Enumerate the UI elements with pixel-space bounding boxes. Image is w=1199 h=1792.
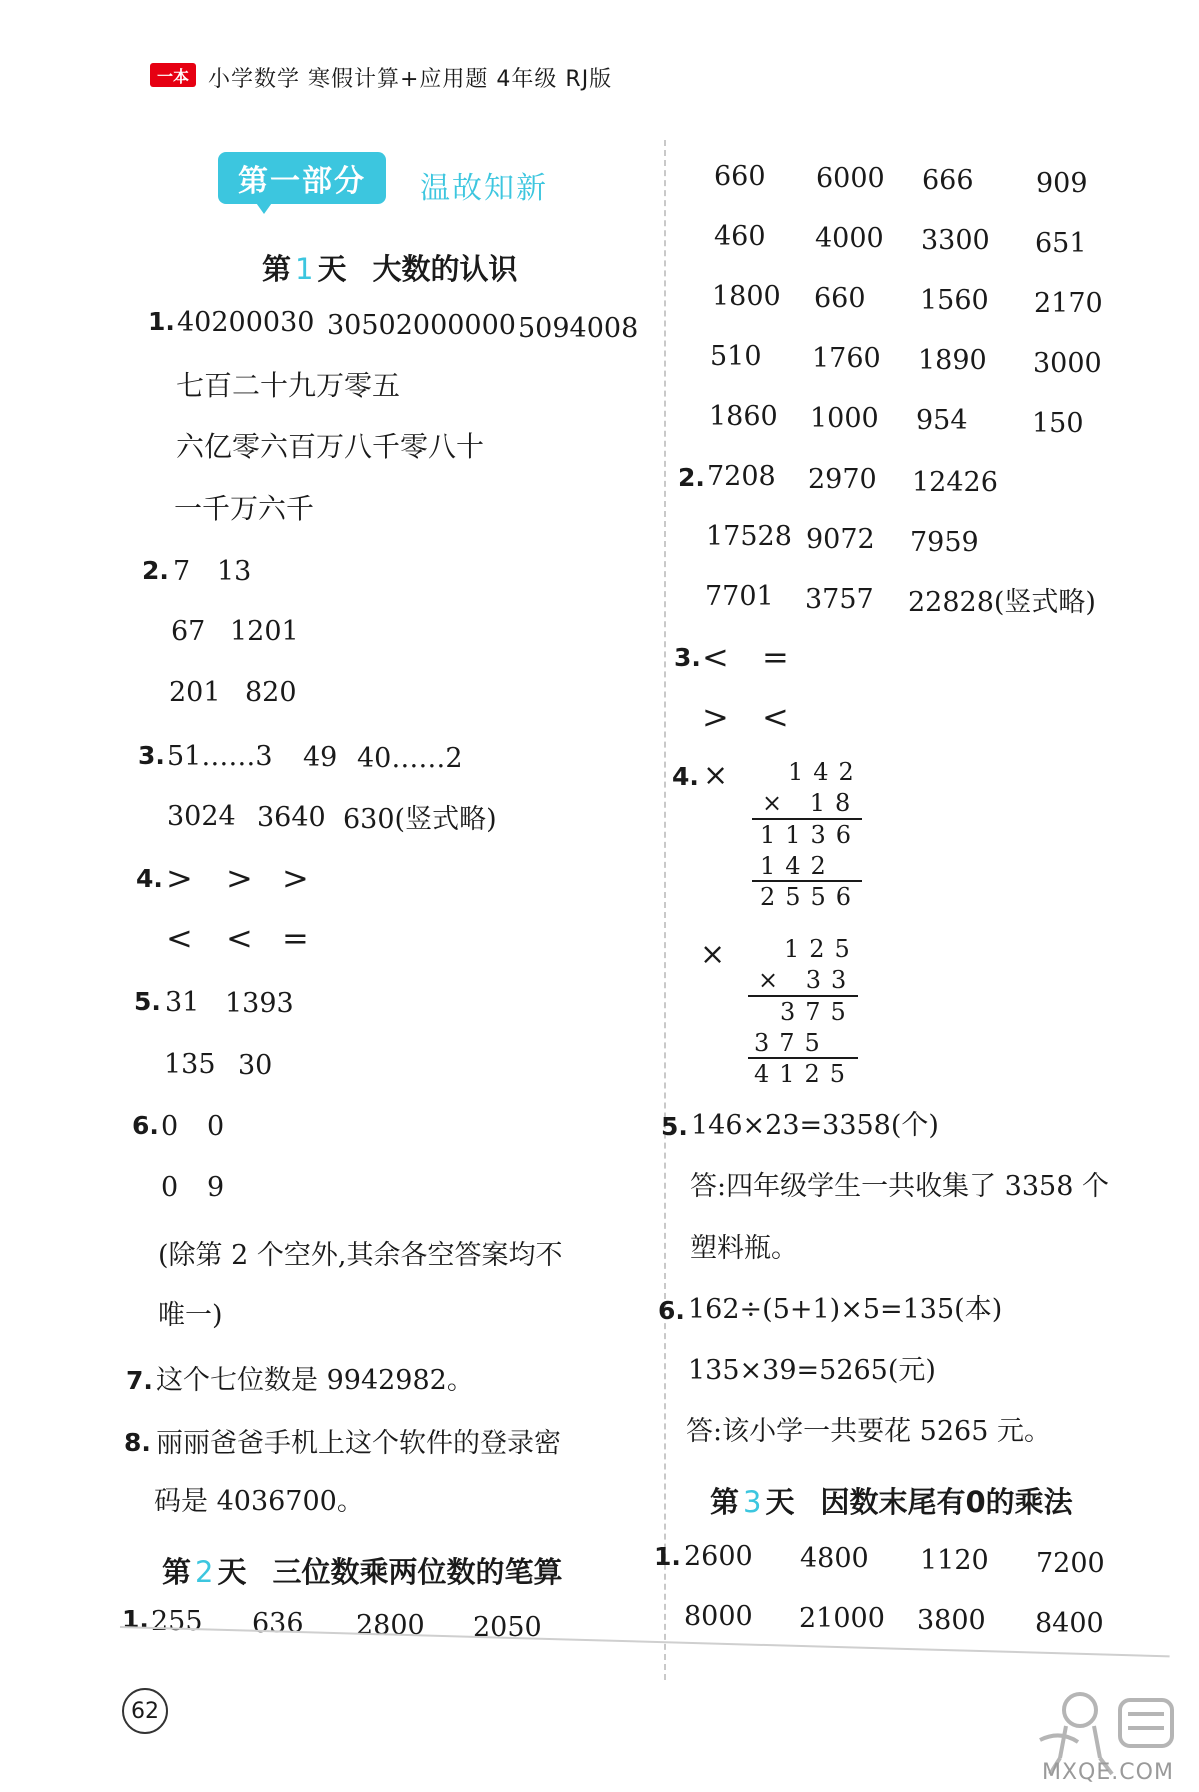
section-tag: 第一部分 [218, 152, 386, 204]
day2-q1-value: 1760 [812, 343, 881, 374]
day1-title: 第 1 天 大数的认识 [262, 252, 518, 286]
day2-number: 2 [195, 1555, 214, 1589]
day2-q1-value: 1560 [920, 285, 989, 316]
day1-q8-label: 8. [124, 1428, 151, 1457]
day2-q1-value: 651 [1035, 228, 1087, 259]
comparison-sign: > [226, 859, 253, 897]
day1-q2-value: 201 [169, 677, 221, 708]
comparison-sign: = [282, 919, 309, 957]
day1-q3-value: 630(竖式略) [343, 804, 497, 835]
day1-q3-value: 49 [303, 742, 338, 773]
day2-q1-value: 1000 [810, 403, 879, 434]
calc-result: 4125 [754, 1060, 856, 1088]
day2-q2-value: 7959 [910, 527, 979, 558]
book-title: 小学数学 寒假计算+应用题 4年级 RJ版 [208, 67, 613, 92]
day1-q8-answer: 码是 4036700。 [154, 1486, 364, 1517]
day2-q5-label: 5. [661, 1112, 688, 1141]
column-divider [664, 140, 666, 1680]
day2-q1-value: 2170 [1034, 288, 1103, 319]
page-number: 62 [122, 1688, 168, 1734]
day1-number: 1 [295, 252, 314, 286]
calc-rule [752, 880, 862, 882]
day2-q1-value: 1860 [709, 401, 778, 432]
day2-q1-value: 3000 [1033, 348, 1102, 379]
day3-q1-value: 4800 [800, 1543, 869, 1574]
day1-q5-label: 5. [134, 987, 161, 1016]
day1-q2-value: 820 [245, 677, 297, 708]
day2-q1-value: 4000 [815, 223, 884, 254]
day2-q1-value: 460 [714, 221, 766, 252]
day1-q3-label: 3. [138, 741, 165, 770]
day2-q6-equation: 162÷(5+1)×5=135(本) [688, 1294, 1003, 1325]
day3-q1-value: 7200 [1036, 1548, 1105, 1579]
page-bottom-rule [120, 1626, 1170, 1657]
day1-q6-value: 0 [207, 1111, 225, 1142]
day3-title: 第 3 天 因数末尾有0的乘法 [710, 1485, 1073, 1519]
calc-partial: 142 [760, 852, 836, 880]
day2-q3-label: 3. [674, 643, 701, 672]
day2-q2-label: 2. [678, 463, 705, 492]
comparison-sign: > [166, 859, 193, 897]
day1-q5-value: 31 [165, 987, 200, 1018]
day1-q1-value: 40200030 [177, 307, 315, 338]
day2-q2-value: 2970 [808, 464, 877, 495]
day2-title: 第 2 天 三位数乘两位数的笔算 [162, 1555, 563, 1589]
day3-q1-value: 21000 [799, 1603, 885, 1634]
calc-rule [752, 818, 862, 820]
day1-q7-answer: 这个七位数是 9942982。 [156, 1365, 474, 1396]
day1-q5-value: 30 [238, 1050, 273, 1081]
day1-q1-line: 七百二十九万零五 [176, 369, 401, 402]
day2-q1-value: 6000 [816, 163, 885, 194]
day2-q4-label: 4. [672, 762, 699, 791]
calc-partial: 1136 [760, 821, 862, 849]
day1-q1-line: 一千万六千 [174, 492, 315, 525]
day1-q3-value: 3640 [257, 802, 326, 833]
comparison-sign: = [762, 638, 789, 676]
day3-q1-value: 2600 [684, 1541, 753, 1572]
section-tag-pointer [254, 200, 274, 214]
day2-q1-value: 636 [252, 1608, 304, 1639]
day2-q5-answer: 塑料瓶。 [690, 1233, 798, 1264]
day2-q2-value: 17528 [706, 521, 792, 552]
day2-q1-value: 2050 [473, 1612, 542, 1643]
comparison-sign: < [226, 919, 253, 957]
day1-q6-value: 9 [207, 1172, 225, 1203]
day2-q1-value: 1800 [712, 281, 781, 312]
day1-q3-value: 3024 [167, 801, 236, 832]
calc-rule [748, 995, 858, 997]
day1-q1-value: 30502000000 [327, 310, 516, 341]
day3-q1-value: 8000 [684, 1601, 753, 1632]
day2-q1-value: 150 [1032, 408, 1084, 439]
day1-q1-label: 1. [148, 307, 175, 336]
day1-q2-value: 7 [173, 556, 191, 587]
calc-partial: 375 [754, 1029, 830, 1057]
day2-q1-value: 954 [916, 405, 968, 436]
day2-q2-value: 9072 [806, 524, 875, 555]
day1-q2-value: 67 [171, 616, 206, 647]
day1-q6-label: 6. [132, 1111, 159, 1140]
comparison-sign: > [702, 698, 729, 736]
calc-partial: 375 [780, 998, 856, 1026]
day2-q6-equation: 135×39=5265(元) [688, 1355, 936, 1386]
calc-multiplier: × 33 [758, 966, 857, 994]
wrong-mark: × [703, 758, 729, 793]
day1-q7-label: 7. [126, 1366, 153, 1395]
day1-q6-note: 唯一) [158, 1300, 223, 1331]
day3-q1-value: 8400 [1035, 1608, 1104, 1639]
day1-q2-label: 2. [142, 556, 169, 585]
comparison-sign: < [166, 919, 193, 957]
day2-q5-answer: 答:四年级学生一共收集了 3358 个 [690, 1171, 1109, 1202]
day2-q6-label: 6. [658, 1296, 685, 1325]
brand-logo: 一本 [150, 63, 196, 87]
day1-q4-label: 4. [136, 864, 163, 893]
day2-q1-value: 3300 [921, 225, 990, 256]
vertical-multiplication-2 [748, 935, 860, 1088]
day2-q2-value: 12426 [912, 467, 998, 498]
day2-q1-value: 2800 [356, 1610, 425, 1641]
calc-rule [748, 1057, 858, 1059]
day1-q3-value: 51……3 [167, 741, 273, 772]
day2-q1-value: 1890 [918, 345, 987, 376]
calc-multiplicand: 142 [788, 758, 864, 786]
day2-q5-equation: 146×23=3358(个) [691, 1110, 939, 1141]
day1-q5-value: 135 [164, 1049, 216, 1080]
wrong-mark: × [700, 937, 726, 972]
day1-q1-line: 六亿零六百万八千零八十 [176, 430, 485, 463]
vertical-multiplication-1 [752, 758, 864, 911]
day2-q1-value: 909 [1036, 168, 1088, 199]
calc-result: 2556 [760, 883, 862, 911]
day2-q2-value: 3757 [805, 584, 874, 615]
comparison-sign: > [282, 859, 309, 897]
day1-q2-value: 13 [217, 556, 252, 587]
day3-q1-label: 1. [654, 1542, 681, 1571]
comparison-sign: < [762, 698, 789, 736]
day1-q6-note: (除第 2 个空外,其余各空答案均不 [158, 1240, 563, 1271]
day3-q1-value: 3800 [917, 1605, 986, 1636]
day1-q1-value: 5094008 [518, 313, 639, 344]
day2-q1-label: 1. [122, 1605, 149, 1634]
day2-q2-value: 22828(竖式略) [908, 587, 1096, 618]
day1-q6-value: 0 [161, 1111, 179, 1142]
calc-multiplier: × 18 [762, 789, 861, 817]
day2-q2-value: 7701 [705, 581, 774, 612]
day3-q1-value: 1120 [920, 1545, 989, 1576]
watermark-text: MXQE.COM [1042, 1760, 1174, 1785]
day2-q1-value: 660 [814, 283, 866, 314]
day2-q1-value: 510 [710, 341, 762, 372]
comparison-sign: < [702, 638, 729, 676]
day2-q1-value: 660 [714, 161, 766, 192]
day1-q3-value: 40……2 [357, 743, 463, 774]
day2-q6-answer: 答:该小学一共要花 5265 元。 [686, 1416, 1051, 1447]
day1-q5-value: 1393 [225, 988, 294, 1019]
day2-q1-value: 255 [151, 1606, 203, 1637]
calc-multiplicand: 125 [784, 935, 860, 963]
day2-q2-value: 7208 [707, 461, 776, 492]
day2-q1-value: 666 [922, 165, 974, 196]
day1-q8-answer: 丽丽爸爸手机上这个软件的登录密 [156, 1428, 561, 1459]
section-subtitle: 温故知新 [420, 171, 548, 206]
day3-number: 3 [743, 1485, 762, 1519]
day1-q2-value: 1201 [230, 616, 299, 647]
day1-q6-value: 0 [161, 1172, 179, 1203]
